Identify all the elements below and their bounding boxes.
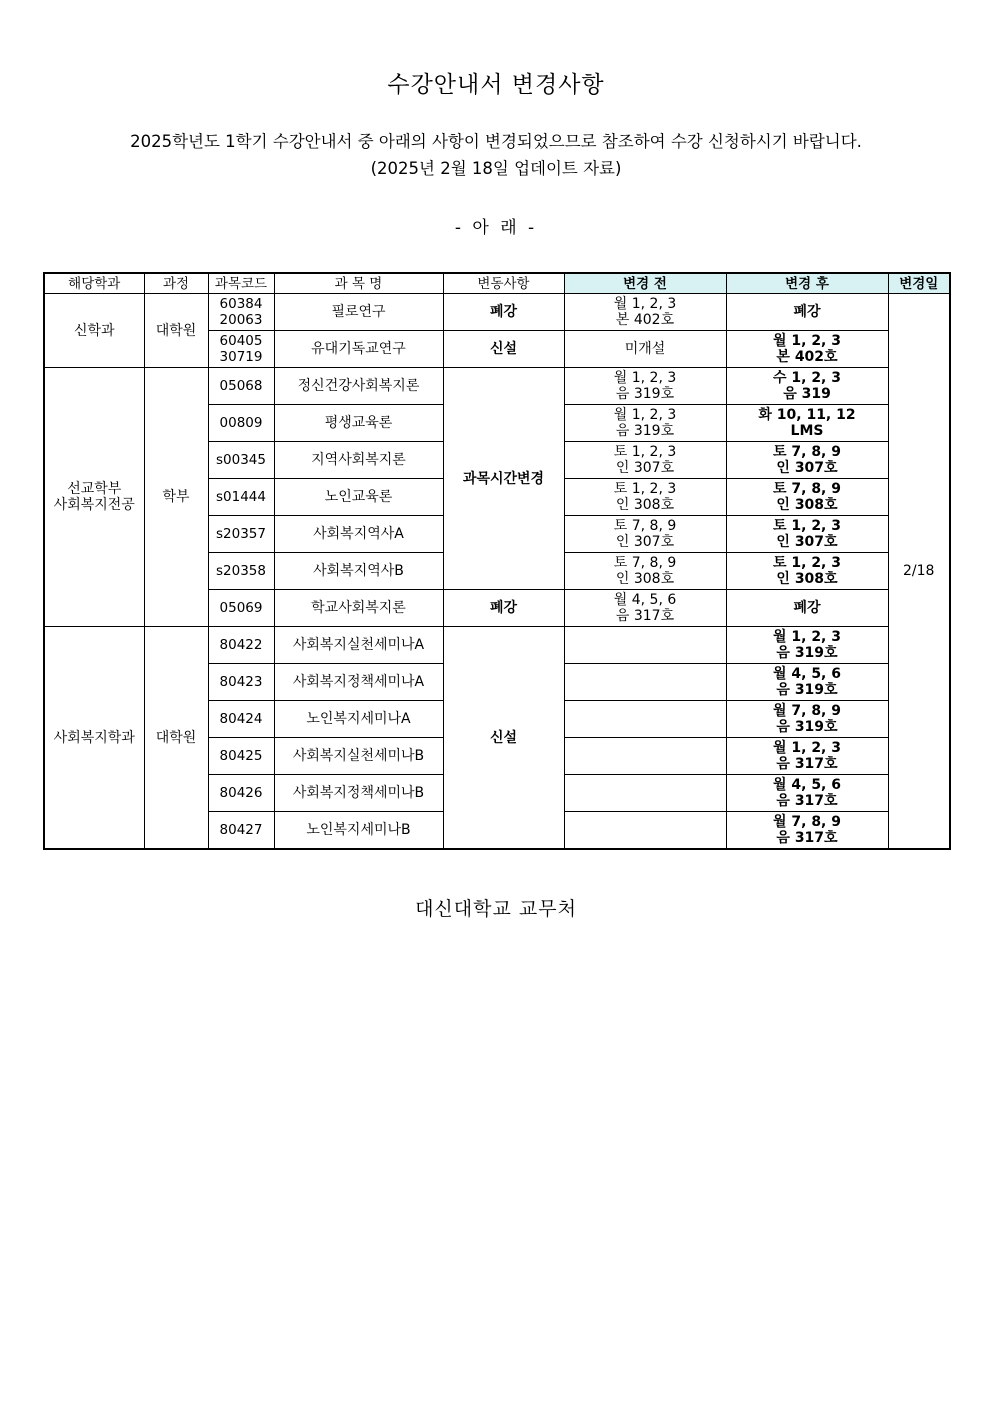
intro-line-1: 2025학년도 1학기 수강안내서 중 아래의 사항이 변경되었으므로 참조하여 수강 신청하시기 바랍니다. [130, 132, 862, 151]
below-marker: - 아 래 - [454, 218, 538, 238]
course-name-cell: 노인복지세미나B [274, 812, 443, 850]
course-name-cell: 정신건강사회복지론 [274, 368, 443, 405]
header-dept: 해당학과 [44, 273, 144, 294]
code-cell: 60384 20063 [208, 294, 274, 331]
before-cell: 월 4, 5, 6 음 317호 [564, 590, 726, 627]
code-cell: 05068 [208, 368, 274, 405]
header-code: 과목코드 [208, 273, 274, 294]
course-name-cell: 사회복지실천세미나A [274, 627, 443, 664]
before-cell: 토 1, 2, 3 인 308호 [564, 479, 726, 516]
after-cell: 폐강 [726, 590, 888, 627]
header-date: 변경일 [888, 273, 950, 294]
after-cell: 수 1, 2, 3 음 319 [726, 368, 888, 405]
course-name-cell: 사회복지정책세미나B [274, 775, 443, 812]
course-name-cell: 사회복지정책세미나A [274, 664, 443, 701]
code-cell: 80422 [208, 627, 274, 664]
program-cell: 대학원 [144, 294, 208, 368]
change-type-cell: 신설 [443, 627, 564, 850]
change-type-cell: 폐강 [443, 590, 564, 627]
after-cell: 월 1, 2, 3 본 402호 [726, 331, 888, 368]
after-cell: 화 10, 11, 12 LMS [726, 405, 888, 442]
before-cell: 월 1, 2, 3 음 319호 [564, 405, 726, 442]
dept-cell: 사회복지학과 [44, 627, 144, 850]
before-cell [564, 664, 726, 701]
course-name-cell: 지역사회복지론 [274, 442, 443, 479]
after-cell: 월 1, 2, 3 음 317호 [726, 738, 888, 775]
before-cell [564, 812, 726, 850]
course-name-cell: 사회복지실천세미나B [274, 738, 443, 775]
after-cell: 월 4, 5, 6 음 319호 [726, 664, 888, 701]
table-row [44, 627, 950, 664]
code-cell: 80423 [208, 664, 274, 701]
before-cell [564, 701, 726, 738]
before-cell: 토 7, 8, 9 인 308호 [564, 553, 726, 590]
after-cell: 토 1, 2, 3 인 308호 [726, 553, 888, 590]
before-cell: 월 1, 2, 3 음 319호 [564, 368, 726, 405]
course-name-cell: 노인복지세미나A [274, 701, 443, 738]
course-name-cell: 학교사회복지론 [274, 590, 443, 627]
code-cell: 80426 [208, 775, 274, 812]
after-cell: 월 1, 2, 3 음 319호 [726, 627, 888, 664]
code-cell: 80427 [208, 812, 274, 850]
table-header-row [44, 273, 950, 294]
code-cell: 05069 [208, 590, 274, 627]
header-course-name: 과 목 명 [274, 273, 443, 294]
course-name-cell: 유대기독교연구 [274, 331, 443, 368]
code-cell: s20358 [208, 553, 274, 590]
before-cell: 미개설 [564, 331, 726, 368]
change-type-cell: 폐강 [443, 294, 564, 331]
after-cell: 토 7, 8, 9 인 308호 [726, 479, 888, 516]
date-cell: 2/18 [888, 294, 950, 850]
code-cell: 60405 30719 [208, 331, 274, 368]
dept-cell: 선교학부 사회복지전공 [44, 368, 144, 627]
course-name-cell: 필로연구 [274, 294, 443, 331]
after-cell: 월 4, 5, 6 음 317호 [726, 775, 888, 812]
program-cell: 학부 [144, 368, 208, 627]
header-after: 변경 후 [726, 273, 888, 294]
code-cell: s20357 [208, 516, 274, 553]
code-cell: s00345 [208, 442, 274, 479]
header-program: 과정 [144, 273, 208, 294]
before-cell: 토 7, 8, 9 인 307호 [564, 516, 726, 553]
dept-cell: 신학과 [44, 294, 144, 368]
course-name-cell: 사회복지역사A [274, 516, 443, 553]
header-before: 변경 전 [564, 273, 726, 294]
course-change-table [43, 272, 951, 850]
change-type-cell: 신설 [443, 331, 564, 368]
change-type-cell: 과목시간변경 [443, 368, 564, 590]
table-row [44, 368, 950, 405]
after-cell: 토 7, 8, 9 인 307호 [726, 442, 888, 479]
after-cell: 토 1, 2, 3 인 307호 [726, 516, 888, 553]
course-name-cell: 사회복지역사B [274, 553, 443, 590]
header-change-type: 변동사항 [443, 273, 564, 294]
page-title: 수강안내서 변경사항 [387, 72, 605, 98]
code-cell: 80424 [208, 701, 274, 738]
code-cell: s01444 [208, 479, 274, 516]
intro-text [0, 128, 992, 182]
course-name-cell: 노인교육론 [274, 479, 443, 516]
after-cell: 월 7, 8, 9 음 319호 [726, 701, 888, 738]
program-cell: 대학원 [144, 627, 208, 850]
before-cell: 월 1, 2, 3 본 402호 [564, 294, 726, 331]
before-cell [564, 775, 726, 812]
code-cell: 00809 [208, 405, 274, 442]
table-row [44, 294, 950, 331]
code-cell: 80425 [208, 738, 274, 775]
after-cell: 폐강 [726, 294, 888, 331]
issuer-footer: 대신대학교 교무처 [415, 898, 577, 920]
after-cell: 월 7, 8, 9 음 317호 [726, 812, 888, 850]
before-cell: 토 1, 2, 3 인 307호 [564, 442, 726, 479]
course-name-cell: 평생교육론 [274, 405, 443, 442]
before-cell [564, 627, 726, 664]
intro-line-2: (2025년 2월 18일 업데이트 자료) [370, 159, 622, 178]
before-cell [564, 738, 726, 775]
